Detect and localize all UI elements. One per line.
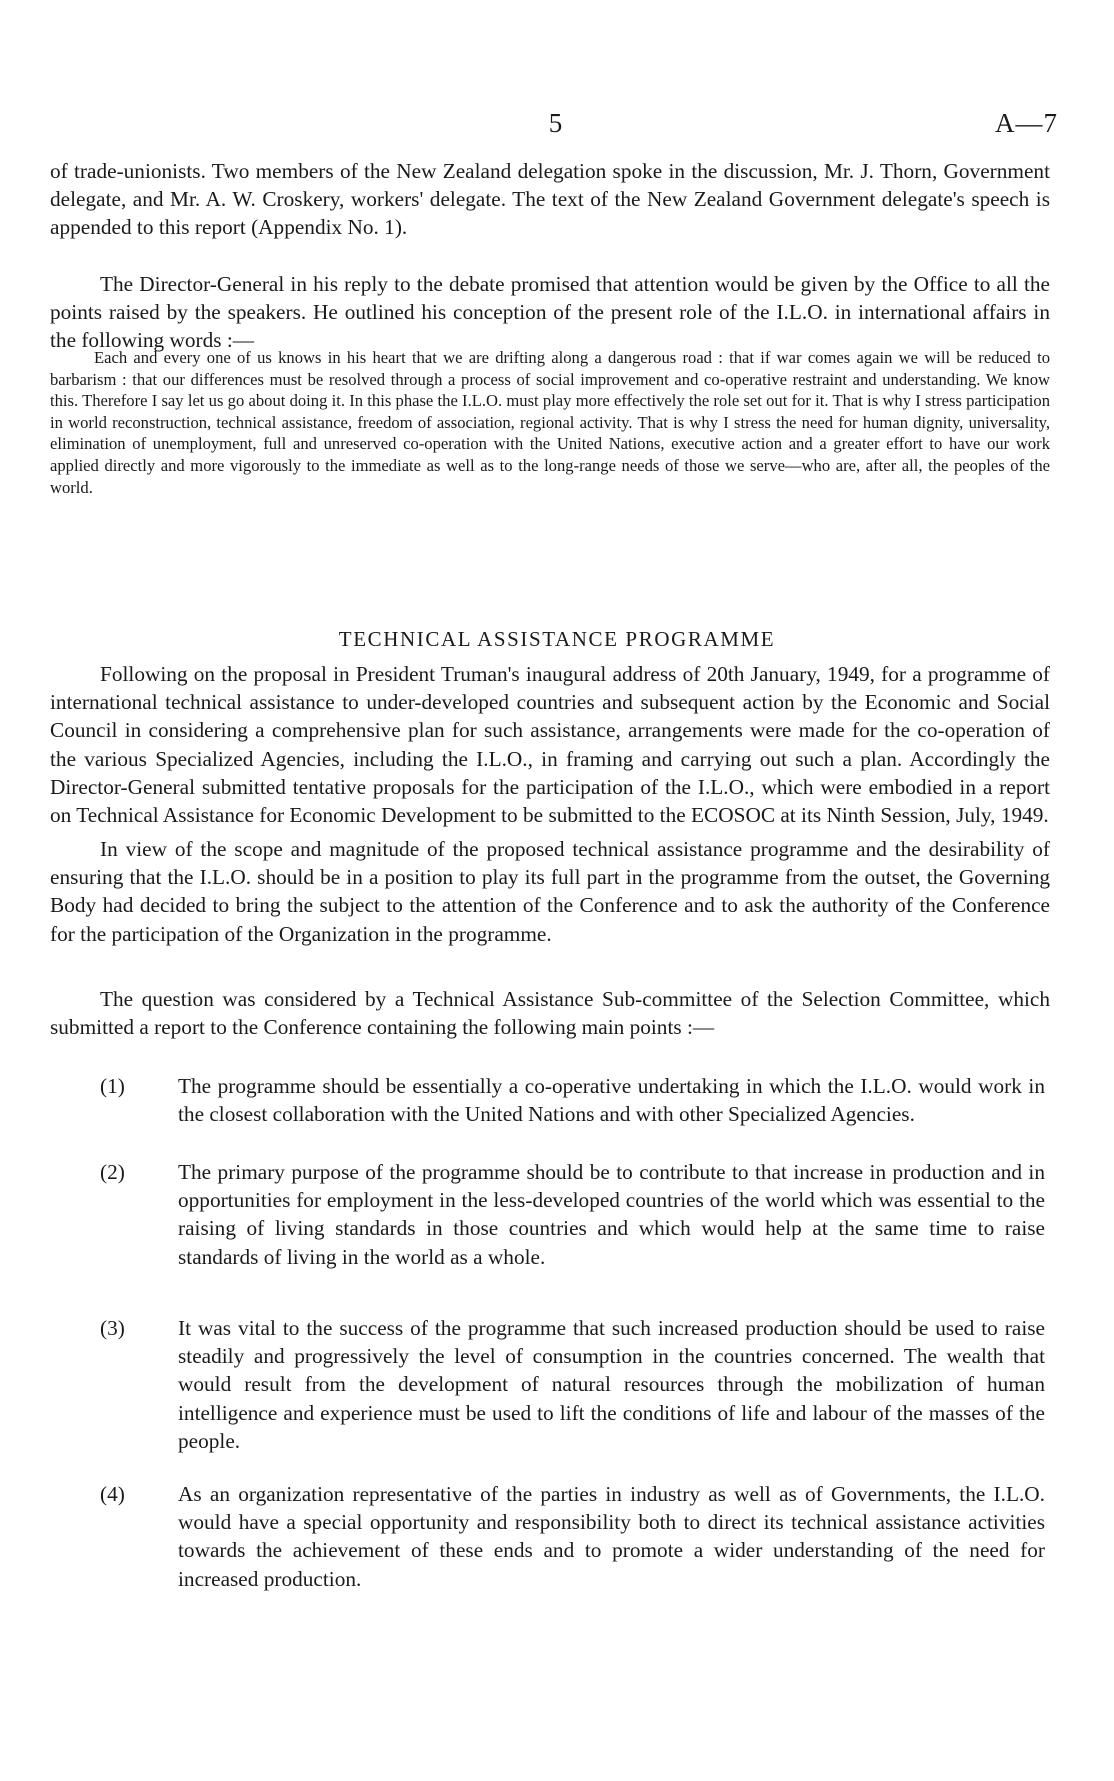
section-heading: TECHNICAL ASSISTANCE PROGRAMME	[338, 627, 776, 651]
quotation-block: Each and every one of us knows in his heart that we are drifting along a dangerous road : that if war comes again we will be reduced to barbarism : that our differences must be resolved through a process of social improvement and co-operative restraint and understanding. We know this. Therefore I say let us go about doing it. In this phase the I.L.O. must play more effectively the role set out for it. That is why I stress participation in world reconstruction, technical assistance, freedom of association, regional activity. That is why I stress the need for human dignity, universality, elimination of unemployment, full and unreserved co-operation with the United Nations, executive action and a greater effort to have our work applied directly and more vigorously to the immediate as well as to the long-range needs of those we serve—who are, after all, the peoples of the world.	[50, 348, 1050, 497]
paragraph-delegation: of trade-unionists. Two members of the New Zealand delegation spoke in the discussion, Mr. J. Thorn, Government delegate, and Mr. A. W. Croskery, workers' delegate. The text of the New Zealand Government delegate's speech is appended to this report (Appendix No. 1).	[50, 159, 1050, 240]
list-item-text: The primary purpose of the programme should be to contribute to that increase in production and in opportunities for employment in the less-developed countries of the world which was essential to the raising of living standards in those countries and which would help at the same time to raise standards of living in the world as a whole.	[178, 1160, 1045, 1269]
paragraph-scope: In view of the scope and magnitude of the proposed technical assistance programme and the desirability of ensuring that the I.L.O. should be in a position to play its full part in the programme from the outset, the Governing Body had decided to bring the subject to the attention of the Conference and to ask the authority of the Conference for the participation of the Organization in the programme.	[50, 837, 1050, 946]
list-item-point-1	[100, 1072, 1045, 1128]
list-item-number: (4)	[100, 1482, 125, 1506]
document-reference: A—7	[995, 108, 1058, 138]
page-number: 5	[548, 108, 564, 138]
list-item-text: The programme should be essentially a co-operative undertaking in which the I.L.O. would work in the closest collaboration with the United Nations and with other Specialized Agencies.	[178, 1074, 1045, 1127]
paragraph-director-general: The Director-General in his reply to the debate promised that attention would be given by the Office to all the points raised by the speakers. He outlined his conception of the present role of the I.L.O. in international affairs in the following words :—	[50, 272, 1050, 353]
list-item-text: It was vital to the success of the programme that such increased production should be used to raise steadily and progressively the level of consumption in the countries concerned. The wealth that would result from the development of natural resources through the mobilization of human intelligence and experience must be used to lift the conditions of life and labour of the masses of the people.	[178, 1316, 1045, 1453]
list-item-point-2	[100, 1158, 1045, 1271]
paragraph-truman-proposal: Following on the proposal in President Truman's inaugural address of 20th January, 1949, for a programme of international technical assistance to under-developed countries and subsequent action by the Economic and Social Council in considering a comprehensive plan for such assistance, arrangements were made for the co-operation of the various Specialized Agencies, including the I.L.O., in framing and carrying out such a plan. Accordingly the Director-General submitted tentative proposals for the participation of the I.L.O., which were embodied in a report on Technical Assistance for Economic Development to be submitted to the ECOSOC at its Ninth Session, July, 1949.	[50, 662, 1050, 828]
paragraph-subcommittee: The question was considered by a Technical Assistance Sub-committee of the Selection Committee, which submitted a report to the Conference containing the following main points :—	[50, 987, 1050, 1040]
list-item-number: (1)	[100, 1074, 125, 1098]
list-item-number: (2)	[100, 1160, 125, 1184]
list-item-number: (3)	[100, 1316, 125, 1340]
list-item-point-3	[100, 1314, 1045, 1455]
list-item-point-4	[100, 1480, 1045, 1593]
list-item-text: As an organization representative of the parties in industry as well as of Governments, the I.L.O. would have a special opportunity and responsibility both to direct its technical assistance activities towards the achievement of these ends and to promote a wider understanding of the need for increased production.	[178, 1482, 1045, 1591]
